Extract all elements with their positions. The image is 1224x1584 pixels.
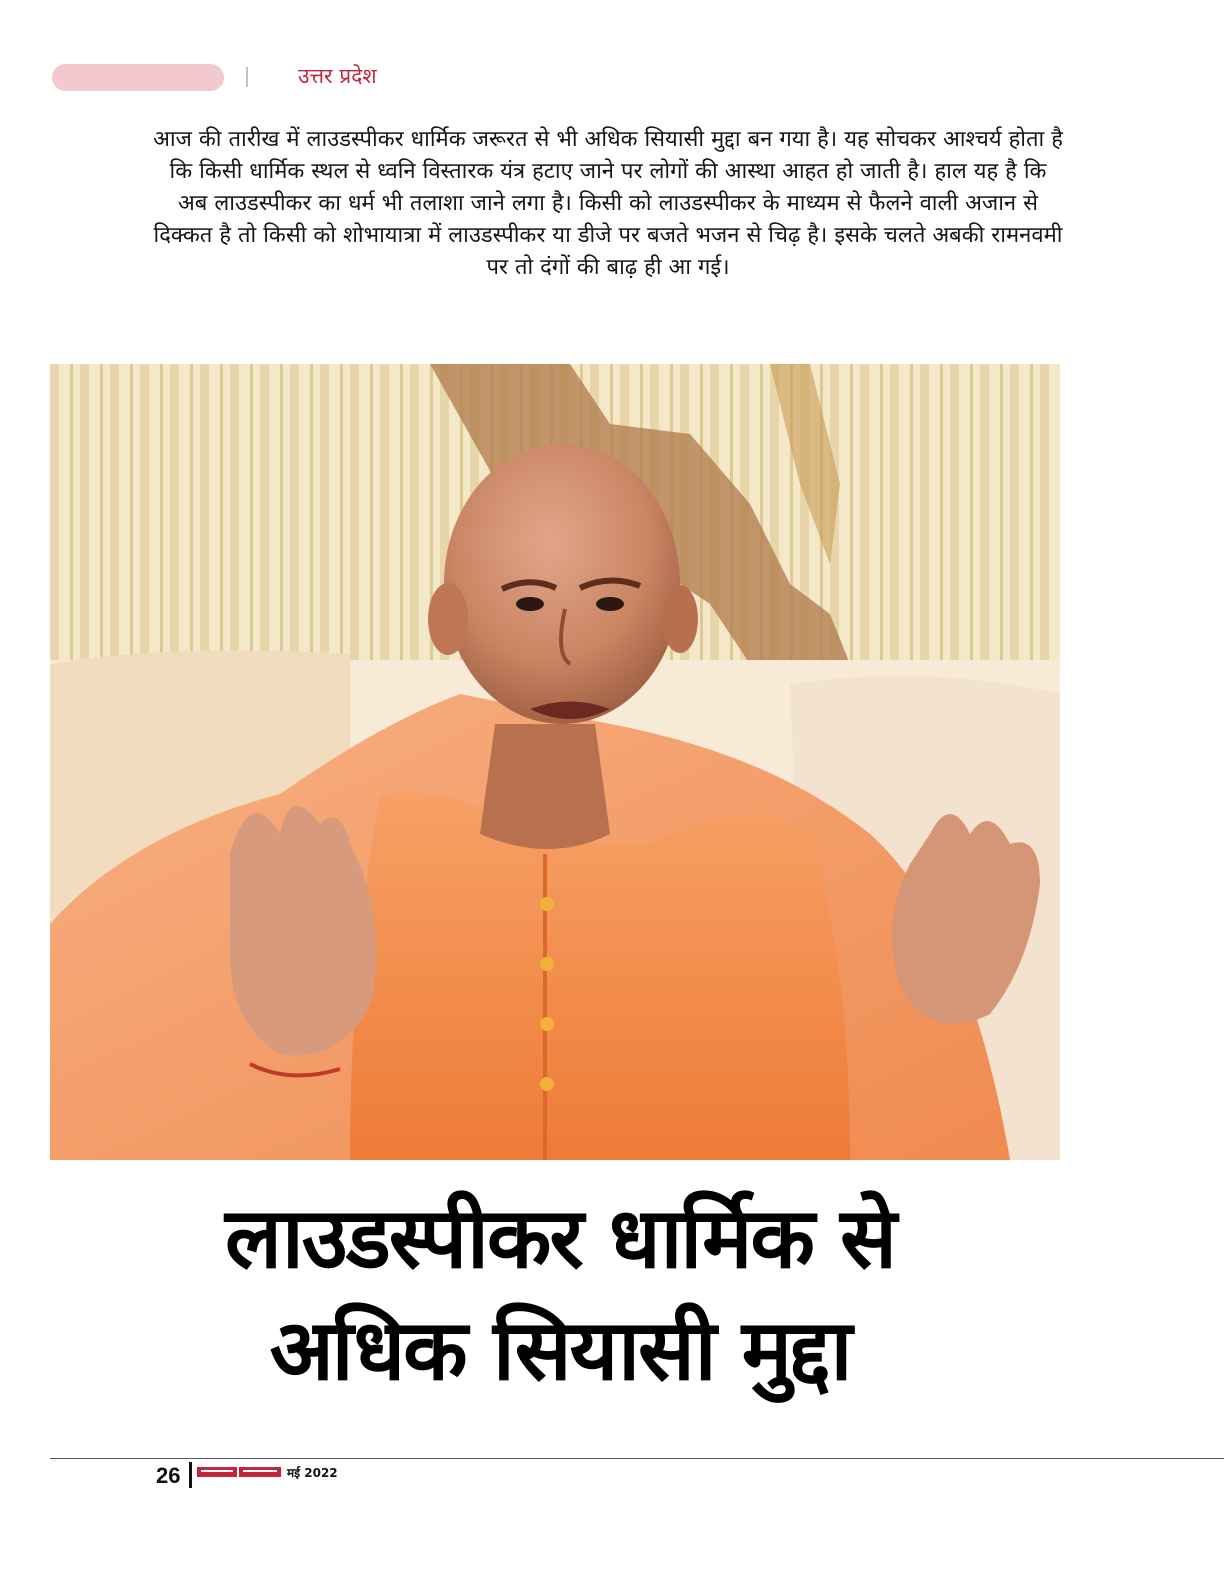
footer-divider: [50, 1458, 1224, 1459]
header-divider: [246, 67, 248, 87]
headline-line-1: लाउडस्पीकर धार्मिक से: [225, 1189, 895, 1287]
lead-photo: [50, 364, 1060, 1160]
footer-separator: [189, 1462, 192, 1488]
headline-line-2: अधिक सियासी मुद्दा: [269, 1301, 851, 1399]
publication-logo: [197, 1466, 281, 1478]
header-decor-pill: [52, 64, 224, 91]
page-number: 26: [156, 1463, 181, 1488]
section-label: उत्तर प्रदेश: [298, 64, 377, 88]
issue-date: मई 2022: [287, 1466, 338, 1480]
intro-paragraph: आज की तारीख में लाउडस्पीकर धार्मिक जरूरत से भी अधिक सियासी मुद्दा बन गया है। यह सोचकर आश्चर्य होता है कि किसी धार्मिक स्थल से ध्वनि विस्तारक यंत्र हटाए जाने पर लोगों की आस्था आहत हो जाती है। हाल यह है कि अब लाउडस्पीकर का धर्म भी तलाशा जाने लगा है। किसी को लाउडस्पीकर के माध्यम से फैलने वाली अजान से दिक्कत है तो किसी को शोभायात्रा में लाउडस्पीकर या डीजे पर बजते भजन से चिढ़ है। इसके चलते अबकी रामनवमी पर तो दंगों की बाढ़ ही आ गई।: [153, 127, 1063, 280]
headline: [60, 1182, 1060, 1406]
